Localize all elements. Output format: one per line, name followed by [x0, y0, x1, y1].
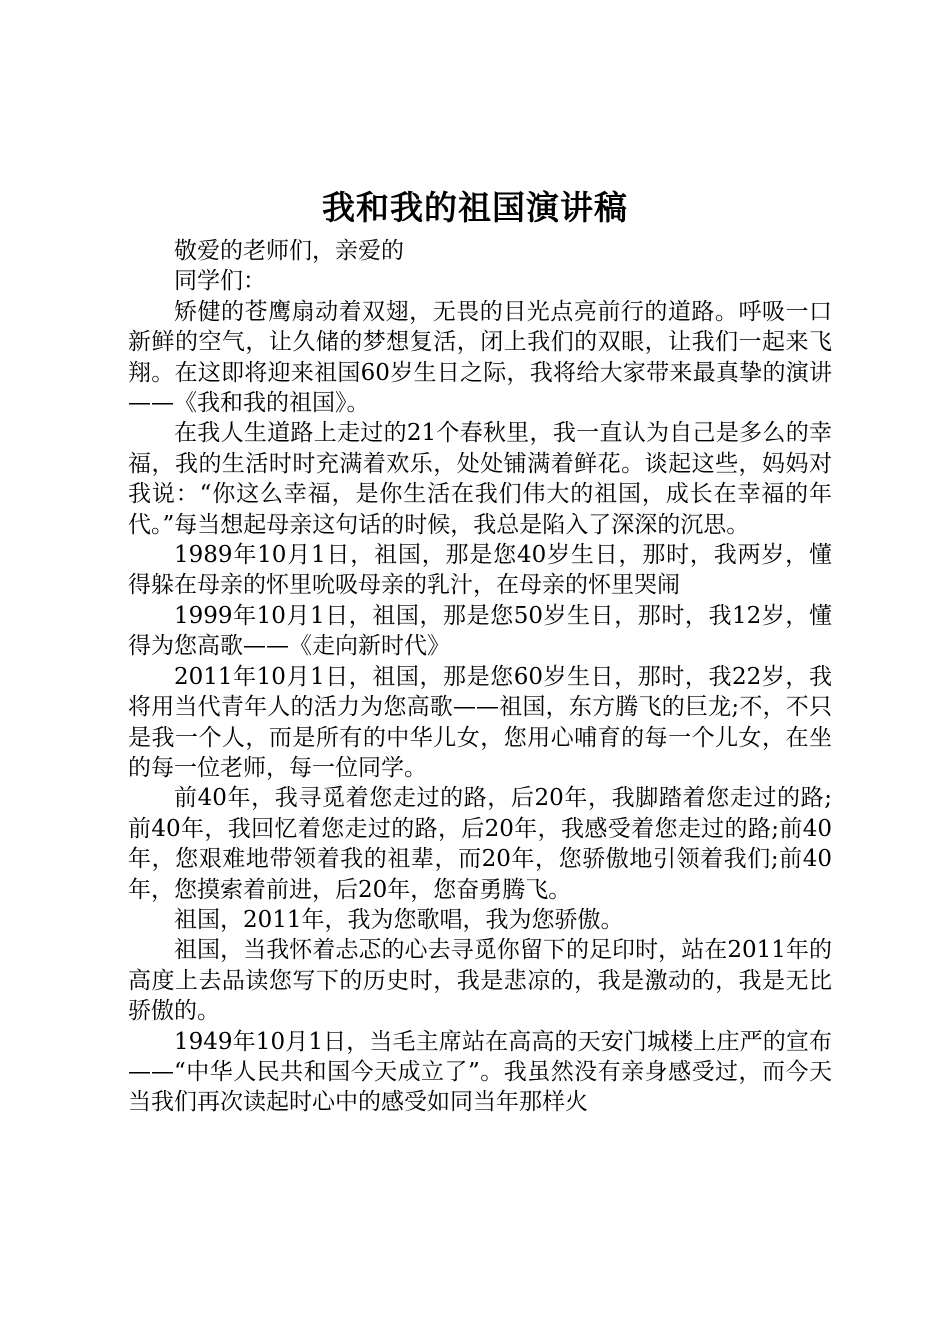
document-body [128, 236, 832, 1118]
paragraph: 2011年10月1日，祖国，那是您60岁生日，那时，我22岁，我将用当代青年人的活力为您高歌——祖国，东方腾飞的巨龙;不，不只是我一个人，而是所有的中华儿女，您用心哺育的每一个儿女，在坐的每一位老师，每一位同学。 [128, 663, 832, 781]
document-title: 我和我的祖国演讲稿 [322, 188, 628, 227]
paragraph: 在我人生道路上走过的21个春秋里，我一直认为自己是多么的幸福，我的生活时时充满着欢乐，处处铺满着鲜花。谈起这些，妈妈对我说：“你这么幸福，是你生活在我们伟大的祖国，成长在幸福的年代。”每当想起母亲这句话的时候，我总是陷入了深深的沉思。 [128, 420, 832, 538]
paragraph: 祖国，当我怀着忐忑的心去寻觅你留下的足印时，站在2011年的高度上去品读您写下的历史时，我是悲凉的，我是激动的，我是无比骄傲的。 [128, 937, 832, 1025]
paragraph: 1989年10月1日，祖国，那是您40岁生日，那时，我两岁，懂得躲在母亲的怀里吮吸母亲的乳汁，在母亲的怀里哭闹 [128, 542, 832, 599]
paragraph: 祖国，2011年，我为您歌唱，我为您骄傲。 [174, 906, 624, 933]
paragraph-greeting-1: 敬爱的老师们，亲爱的 [174, 238, 404, 264]
paragraph: 1999年10月1日，祖国，那是您50岁生日，那时，我12岁，懂得为您高歌——《走向新时代》 [128, 602, 832, 660]
paragraph: 前40年，我寻觅着您走过的路，后20年，我脚踏着您走过的路;前40年，我回忆着您走过的路，后20年，我感受着您走过的路;前40年，您艰难地带领着我的祖辈，而20年，您骄傲地引领着我们;前40年，您摸索着前进，后20年，您奋勇腾飞。 [128, 785, 832, 903]
paragraph: 1949年10月1日，当毛主席站在高高的天安门城楼上庄严的宣布——“中华人民共和国今天成立了”。我虽然没有亲身感受过，而今天当我们再次读起时心中的感受如同当年那样火 [128, 1028, 832, 1116]
paragraph: 矫健的苍鹰扇动着双翅，无畏的目光点亮前行的道路。呼吸一口新鲜的空气，让久储的梦想复活，闭上我们的双眼，让我们一起来飞翔。在这即将迎来祖国60岁生日之际，我将给大家带来最真挚的演讲——《我和我的祖国》。 [128, 298, 832, 417]
paragraph-greeting-2: 同学们： [174, 268, 266, 295]
